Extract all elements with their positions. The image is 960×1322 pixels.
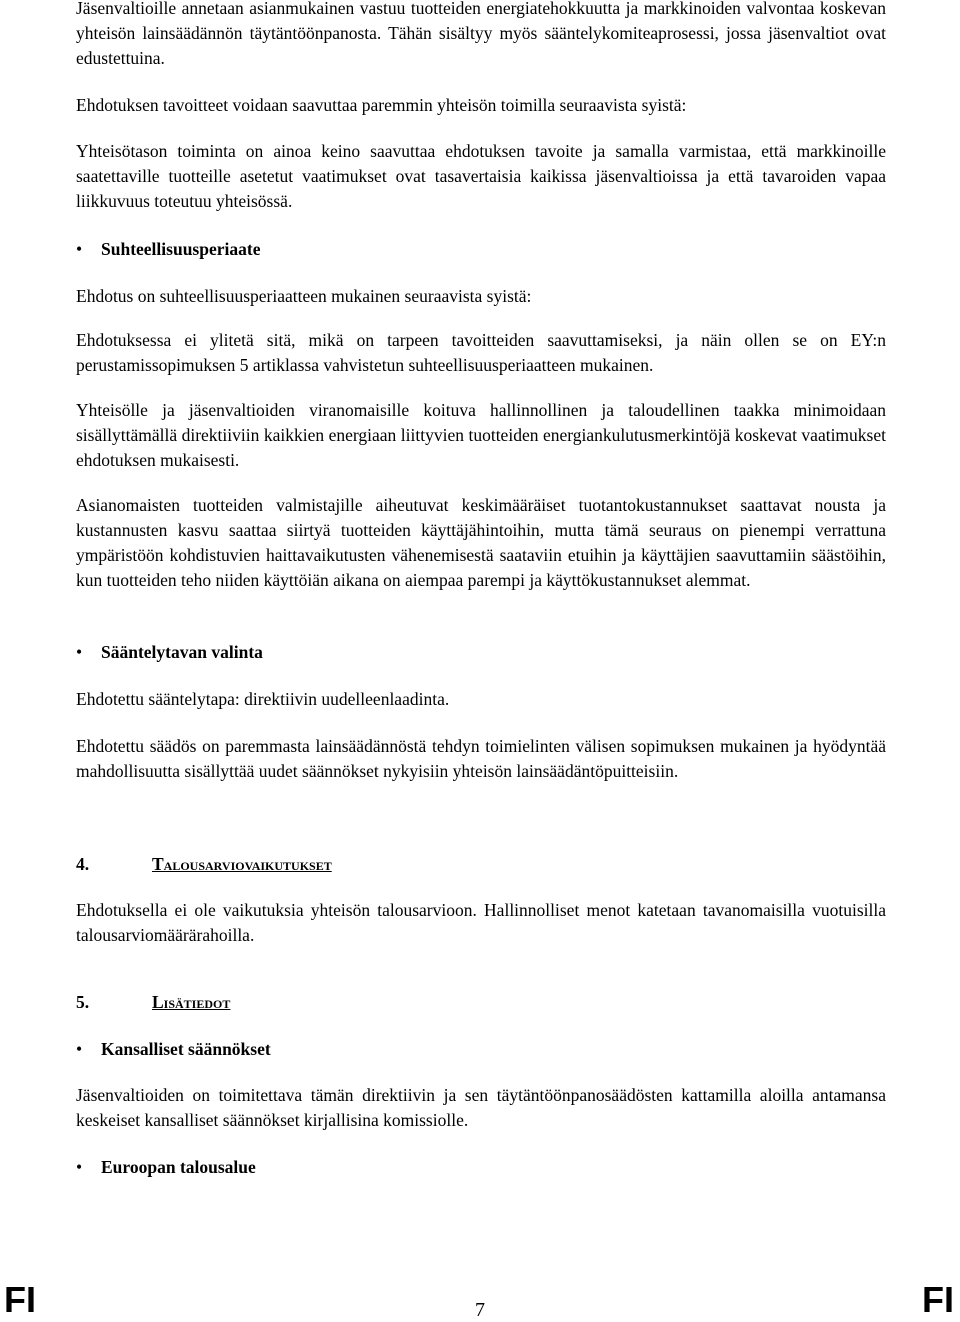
paragraph — [76, 93, 886, 118]
paragraph-text: Ehdotettu säädös on paremmasta lainsäädännöstä tehdyn toimielinten välisen sopimuksen mukainen ja hyödyntää mahdollisuutta sisällyttää uudet säännökset nykyisiin yhteisön lainsäädäntöpuitteisiin. — [76, 736, 886, 781]
paragraph-text: Ehdotuksella ei ole vaikutuksia yhteisön talousarvioon. Hallinnolliset menot katetaan tavanomaisilla vuotuisilla talousarviomäärärahoilla. — [76, 900, 886, 945]
page-number: 7 — [475, 1299, 485, 1321]
paragraph-text: Ehdotettu sääntelytapa: direktiivin uudelleenlaadinta. — [76, 689, 450, 709]
paragraph — [76, 493, 886, 593]
paragraph — [76, 139, 886, 214]
bullet-icon: • — [76, 1157, 83, 1177]
bullet-icon: • — [76, 1039, 83, 1059]
paragraph — [76, 398, 886, 473]
bullet-icon: • — [76, 239, 83, 259]
paragraph — [76, 687, 886, 712]
bullet-heading-text: Suhteellisuusperiaate — [101, 239, 261, 259]
bullet-heading-text: Kansalliset säännökset — [101, 1039, 271, 1059]
paragraph — [76, 284, 886, 309]
bullet-heading-text: Sääntelytavan valinta — [101, 642, 263, 662]
paragraph — [76, 328, 886, 378]
footer-language-left: FI — [4, 1279, 36, 1320]
section-number: 4. — [76, 854, 90, 874]
paragraph — [76, 734, 886, 784]
paragraph — [76, 1083, 886, 1133]
footer-language-right: FI — [922, 1279, 954, 1320]
paragraph — [76, 0, 886, 71]
bullet-heading-text: Euroopan talousalue — [101, 1157, 256, 1177]
paragraph-text: Yhteisölle ja jäsenvaltioiden viranomaisille koituva hallinnollinen ja taloudellinen taakka minimoidaan sisällyttämällä direktiiviin kaikkien energiaan liittyvien tuotteiden energiankulutusmerkintöjä koskevat vaatimukset ehdotuksen mukaisesti. — [76, 400, 886, 470]
paragraph-text: Asianomaisten tuotteiden valmistajille aiheutuvat keskimääräiset tuotantokustannukset saattavat nousta ja kustannusten kasvu saattaa siirtyä tuotteiden käyttäjähintoihin, mutta tämä seuraus on pienempi verrattuna ympäristöön kohdistuvien haittavaikutusten vähenemisestä saataviin etuihin ja käyttäjien saavuttamiin säästöihin, kun tuotteiden teho niiden käyttöiän aikana on aiempaa parempi ja käyttökustannukset alemmat. — [76, 495, 886, 590]
paragraph-text: Ehdotuksen tavoitteet voidaan saavuttaa paremmin yhteisön toimilla seuraavista syistä: — [76, 95, 687, 115]
section-title: Talousarviovaikutukset — [152, 854, 332, 874]
section-number: 5. — [76, 992, 90, 1012]
paragraph-text: Jäsenvaltioiden on toimitettava tämän direktiivin ja sen täytäntöönpanosäädösten kattamilla aloilla antamansa keskeiset kansalliset säännökset kirjallisina komissiolle. — [76, 1085, 886, 1130]
paragraph-text: Yhteisötason toiminta on ainoa keino saavuttaa ehdotuksen tavoite ja samalla varmistaa, että markkinoille saatettaville tuotteille asetetut vaatimukset ovat tasavertaisia kaikissa jäsenvaltioissa ja että tavaroiden vapaa liikkuvuus toteutuu yhteisössä. — [76, 141, 886, 211]
paragraph-text: Jäsenvaltioille annetaan asianmukainen vastuu tuotteiden energiatehokkuutta ja markkinoiden valvontaa koskevan yhteisön lainsäädännön täytäntöönpanosta. Tähän sisältyy myös sääntelykomiteaprosessi, jossa jäsenvaltiot ovat edustettuina. — [76, 0, 886, 68]
paragraph — [76, 898, 886, 948]
paragraph-text: Ehdotuksessa ei ylitetä sitä, mikä on tarpeen tavoitteiden saavuttamiseksi, ja näin ollen se on EY:n perustamissopimuksen 5 artiklassa vahvistetun suhteellisuusperiaatteen mukainen. — [76, 330, 886, 375]
bullet-icon: • — [76, 642, 83, 662]
section-title: Lisätiedot — [152, 992, 231, 1012]
paragraph-text: Ehdotus on suhteellisuusperiaatteen mukainen seuraavista syistä: — [76, 286, 532, 306]
